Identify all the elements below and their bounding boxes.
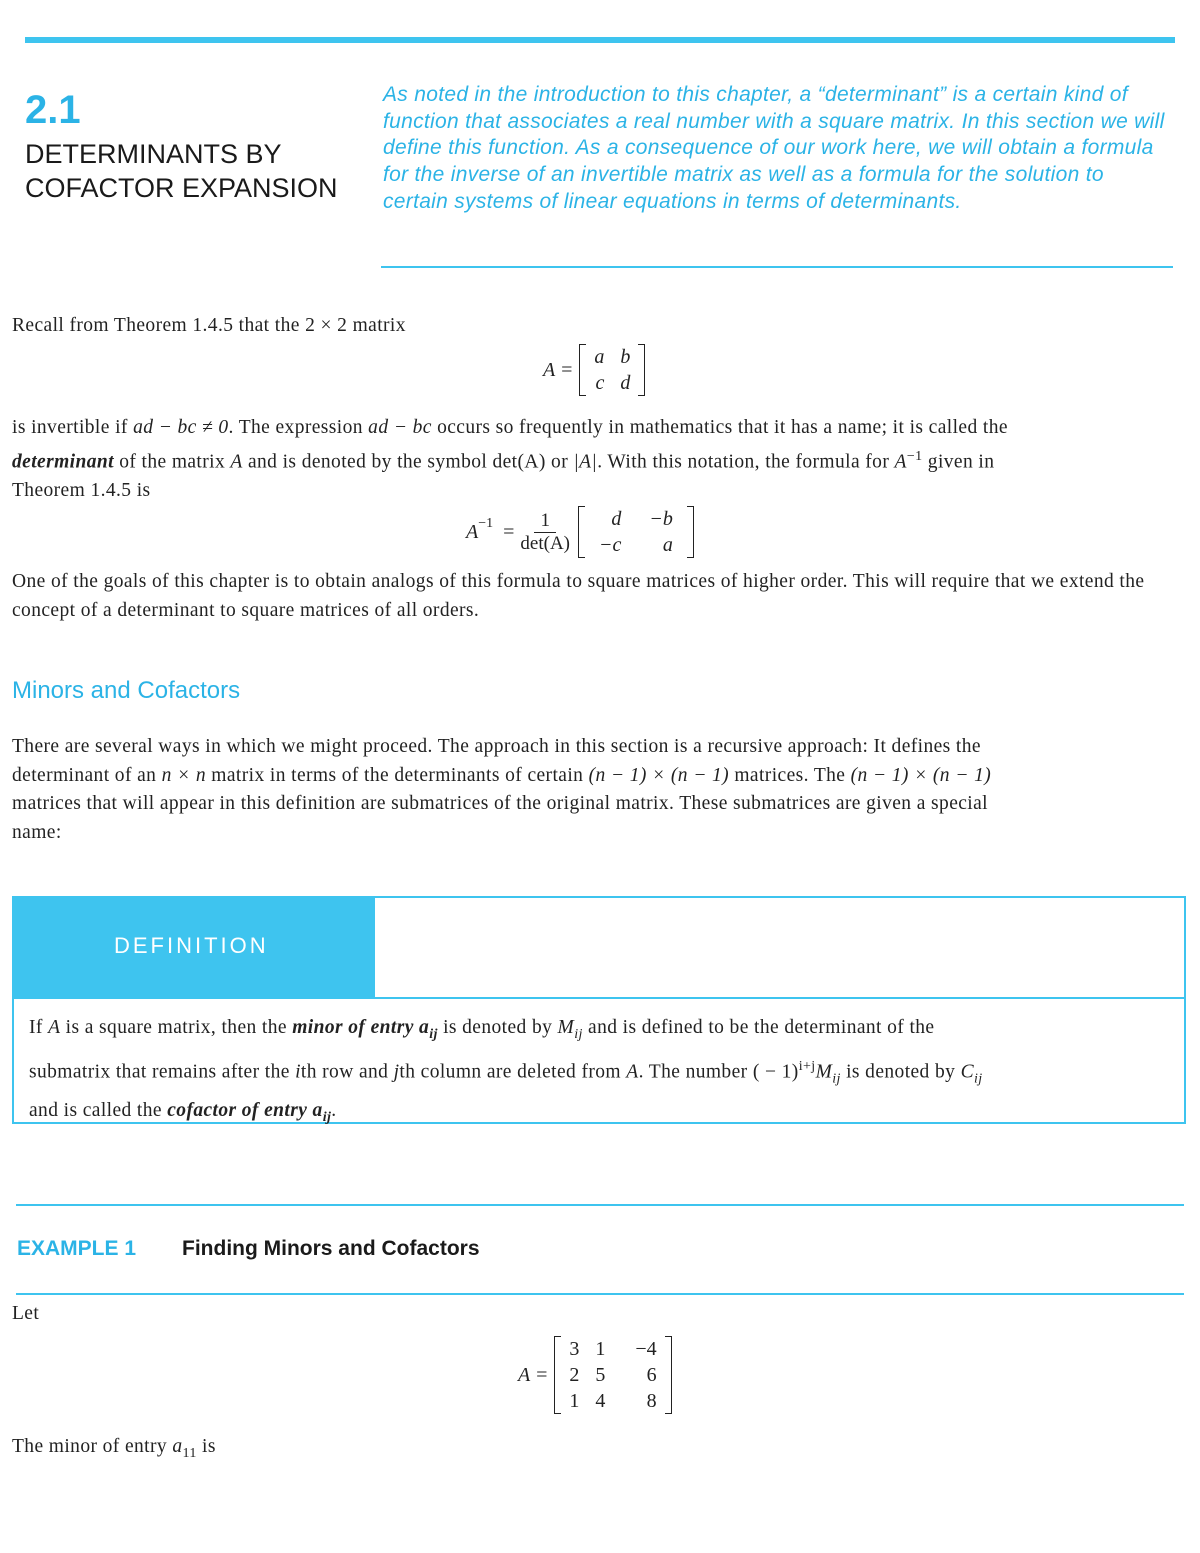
matrix-a-2x2: A = a b c d <box>543 344 645 396</box>
minor-of-entry-text: The minor of entry $a_{11}$ is <box>12 1436 216 1461</box>
matrix-adjugate-2x2: d −b −c a <box>578 506 694 558</box>
term-cofactor-of-entry: cofactor of entry <box>167 1100 313 1122</box>
definition-divider <box>12 997 1186 999</box>
section-title-line1: DETERMINANTS BY <box>25 139 282 169</box>
determinant-definition-paragraph: is invertible if ad − bc ≠ 0. The expression ad − bc occurs so frequently in mathematics that it has a name; it is called the determinant of the matrix A and is denoted by the symbol det(A) or |A|. With this notation, the formula for $A^{-1}$ given in Theorem 1.4.5 is <box>12 417 1008 501</box>
intro-divider <box>381 266 1173 268</box>
minors-and-cofactors-heading: Minors and Cofactors <box>12 677 241 704</box>
fraction-one-over-det: $\frac{1}{\det(A)}$ <box>520 509 570 554</box>
term-minor-of-entry: minor of entry <box>292 1017 420 1038</box>
top-accent-bar <box>25 37 1175 43</box>
definition-text: If A is a square matrix, then the minor of entry $a_{ij}$ is denoted by $M_{ij}$ and is defined to be the determinant of the submatrix that remains after the ith row and jth column are deleted from A. The number ( − $1)^{i+j}M_{ij}$ is denoted by $C_{ij}$ and is called the cofactor of entry $a_{ij}$. <box>29 1017 983 1126</box>
example-let-text: Let <box>12 1303 40 1324</box>
recursive-approach-paragraph: There are several ways in which we might proceed. The approach in this section is a recursive approach: It defines the determinant of an n × n matrix in terms of the determinants of certain (n − 1) × (n − 1) matrices. The (n − 1) × (n − 1) matrices that will appear in this definition are submatrices of the original matrix. These submatrices are given a special name: <box>12 736 992 843</box>
matrix-a-3x3: A = 3 1 −4 2 5 6 1 4 8 <box>518 1336 672 1414</box>
definition-label: DEFINITION <box>114 933 269 958</box>
example-bottom-rule <box>16 1293 1184 1295</box>
matrix-3x3: 3 1 −4 2 5 6 1 4 8 <box>554 1336 671 1414</box>
section-intro: As noted in the introduction to this chapter, a “determinant” is a certain kind of function that associates a real number with a square matrix. In this section we will define this function. As a consequence of our work here, we will obtain a formula for the inverse of an invertible matrix as well as a formula for the solution to certain systems of linear equations in terms of determinants. <box>383 83 1165 213</box>
matrix-2x2: a b c d <box>579 344 645 396</box>
section-number: 2.1 <box>25 88 81 132</box>
example-top-rule <box>16 1204 1184 1206</box>
example-title: Finding Minors and Cofactors <box>182 1237 480 1260</box>
recall-text: Recall from Theorem 1.4.5 that the 2 × 2 matrix <box>12 315 406 336</box>
section-title-line2: COFACTOR EXPANSION <box>25 173 338 203</box>
example-label: EXAMPLE 1 <box>17 1237 137 1260</box>
goals-paragraph: One of the goals of this chapter is to obtain analogs of this formula to square matrices of higher order. This will require that we extend the concept of a determinant to square matrices of all orders. <box>12 571 1145 621</box>
section-title <box>25 137 338 205</box>
inverse-formula: A $^{-1}$ = $\frac{1}{\det(A)}$ d −b −c a <box>466 506 694 558</box>
term-determinant: determinant <box>12 451 114 472</box>
